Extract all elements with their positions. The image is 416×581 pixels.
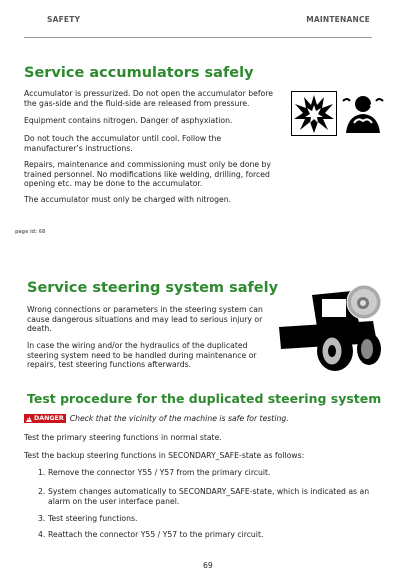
- list-item: [38, 487, 398, 506]
- paragraph: Equipment contains nitrogen. Danger of asphyxiation.: [24, 116, 233, 125]
- list-item: [38, 514, 398, 524]
- header-section-right: MAINTENANCE: [306, 15, 370, 24]
- section-title-test-procedure: Test procedure for the duplicated steering system: [27, 391, 382, 406]
- section-title-steering: Service steering system safely: [27, 280, 279, 296]
- paragraph: Repairs, maintenance and commissioning must only be done by trained personnel. No modifications like welding, drilling, forced opening etc. may be done to the accumulator.: [24, 160, 271, 189]
- section-title-accumulators: Service accumulators safely: [24, 65, 254, 81]
- list-number: 2.: [38, 487, 46, 496]
- list-text: Remove the connector Y55 / Y57 from the primary circuit.: [48, 468, 271, 477]
- header-section-left: SAFETY: [47, 15, 81, 24]
- list-text: Reattach the connector Y55 / Y57 to the primary circuit.: [48, 530, 264, 539]
- danger-badge: [24, 414, 66, 423]
- header-divider: [24, 37, 372, 38]
- page-id: page id: 68: [15, 230, 46, 235]
- list-item: [38, 468, 398, 478]
- list-number: 3.: [38, 514, 46, 523]
- danger-notice: [24, 414, 289, 424]
- warning-triangle-icon: [26, 416, 32, 422]
- page-number: 69: [203, 561, 213, 570]
- paragraph: Wrong connections or parameters in the steering system can cause dangerous situations and may lead to serious injury or death.: [27, 305, 263, 334]
- list-text: System changes automatically to SECONDARY_SAFE-state, which is indicated as an alarm on the user interface panel.: [48, 487, 370, 506]
- list-number: 4.: [38, 530, 46, 539]
- paragraph: Accumulator is pressurized. Do not open the accumulator before the gas-side and the fluid-side are released from pressure.: [24, 89, 273, 108]
- paragraph: The accumulator must only be charged with nitrogen.: [24, 195, 232, 204]
- danger-label: DANGER: [34, 415, 64, 423]
- paragraph: Test the backup steering functions in SECONDARY_SAFE-state as follows:: [24, 451, 305, 460]
- asphyxiation-hazard-icon: [340, 91, 386, 136]
- paragraph: In case the wiring and/or the hydraulics of the duplicated steering system need to be handled during maintenance or repairs, test steering functions afterwards.: [27, 341, 257, 370]
- tractor-steering-icon: [277, 283, 389, 373]
- paragraph: Do not touch the accumulator until cool. Follow the manufacturer’s instructions.: [24, 134, 222, 153]
- explosion-hazard-icon: [291, 91, 337, 136]
- list-number: 1.: [38, 468, 46, 477]
- list-item: [38, 530, 398, 540]
- list-text: Test steering functions.: [48, 514, 138, 523]
- danger-text: Check that the vicinity of the machine is safe for testing.: [69, 414, 289, 423]
- paragraph: Test the primary steering functions in normal state.: [24, 433, 222, 442]
